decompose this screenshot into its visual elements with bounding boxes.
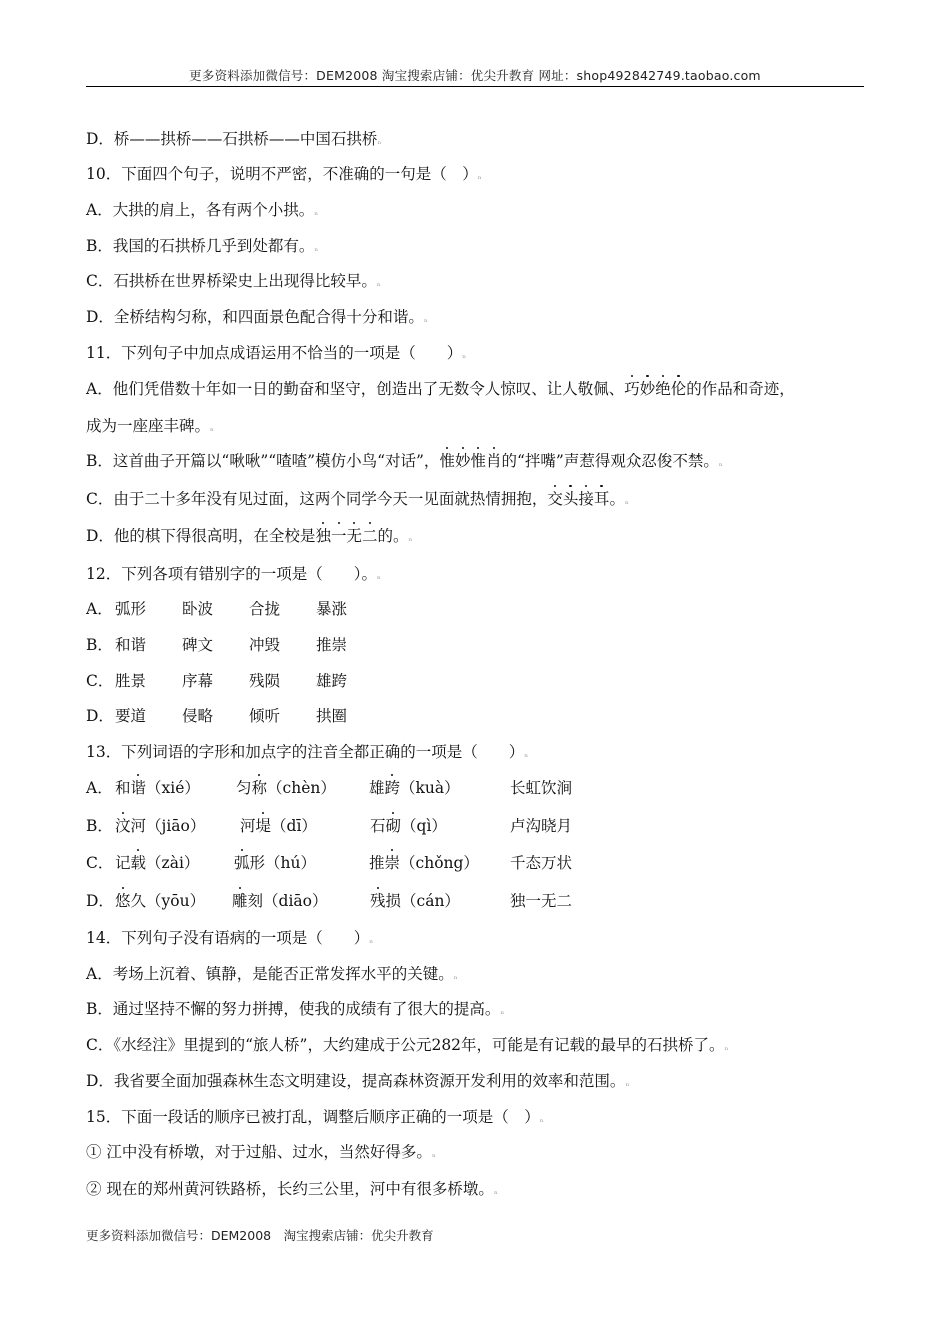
q10-option-d: D．全桥结构匀称，和四面景色配合得十分和谐。ₙ [86,308,428,326]
q12-option-c: C． 胜景 序幕 残陨 雄跨 [86,672,348,690]
q10-option-c: C．石拱桥在世界桥梁史上出现得比较早。ₙ [86,272,381,290]
q13-option-a: A． 和谐（xié） 匀称（chèn） 雄跨（kuà） 长虹饮涧 [86,779,573,797]
q14-title: 14．下列句子没有语病的一项是（ ）ₙ [86,929,374,947]
q13-option-b: B． 汶河（jiāo） 河堤（dī） 石砌（qì） 卢沟晓月 [86,817,573,835]
q15-item-1: ① 江中没有桥墩，对于过船、过水，当然好得多。ₙ [86,1143,436,1161]
q10-option-b: B．我国的石拱桥几乎到处都有。ₙ [86,237,319,255]
q11-option-a-cont: 成为一座座丰碑。ₙ [86,417,214,435]
q13-title: 13．下列词语的字形和加点字的注音全都正确的一项是（ ）ₙ [86,743,529,761]
q14-option-c: C．《水经注》里提到的“旅人桥”，大约建成于公元282年，可能是有记载的最早的石拱桥了。ₙ [86,1036,729,1054]
q10-title: 10．下面四个句子，说明不严密，不准确的一句是（ ）ₙ [86,165,482,183]
q10-option-a: A．大拱的肩上，各有两个小拱。ₙ [86,201,319,219]
q9-option-d: D．桥——拱桥——石拱桥——中国石拱桥ₙ [86,130,382,148]
q12-option-d: D． 要道 侵略 倾听 拱圈 [86,707,348,725]
q11-option-a: A．他们凭借数十年如一日的勤奋和坚守，创造出了无数令人惊叹、让人敬佩、巧妙绝伦的作品和奇迹， [86,380,795,398]
q14-option-d: D．我省要全面加强森林生态文明建设，提高森林资源开发利用的效率和范围。ₙ [86,1072,630,1090]
q14-option-b: B．通过坚持不懈的努力拼搏，使我的成绩有了很大的提高。ₙ [86,1000,505,1018]
q15-title: 15．下面一段话的顺序已被打乱，调整后顺序正确的一项是（ ）ₙ [86,1108,544,1126]
q11-option-b: B．这首曲子开篇以“啾啾”“喳喳”模仿小鸟“对话”，惟妙惟肖的“拌嘴”声惹得观众忍俊不禁。ₙ [86,452,723,470]
q15-item-2: ② 现在的郑州黄河铁路桥，长约三公里，河中有很多桥墩。ₙ [86,1180,498,1198]
q11-title: 11．下列句子中加点成语运用不恰当的一项是（ ）ₙ [86,344,467,362]
q14-option-a: A．考场上沉着、镇静，是能否正常发挥水平的关键。ₙ [86,965,458,983]
q13-option-c: C． 记载（zài） 弧形（hú） 推崇（chǒng） 千态万状 [86,854,573,872]
q11-option-c: C．由于二十多年没有见过面，这两个同学今天一见面就热情拥抱，交头接耳。ₙ [86,490,629,508]
page-header: 更多资料添加微信号：DEM2008 淘宝搜索店铺：优尖升教育 网址：shop492842749.taobao.com [189,68,761,83]
header-rule [86,86,864,87]
page-footer: 更多资料添加微信号：DEM2008 淘宝搜索店铺：优尖升教育 [86,1228,434,1243]
q12-option-a: A． 弧形 卧波 合拢 暴涨 [86,600,348,618]
q11-option-d: D．他的棋下得很高明，在全校是独一无二的。ₙ [86,527,413,545]
q13-option-d: D． 悠久（yōu） 雕刻（diāo） 残损（cán） 独一无二 [86,892,573,910]
q12-option-b: B． 和谐 碑文 冲毁 推崇 [86,636,348,654]
q12-title: 12．下列各项有错别字的一项是（ ）。ₙ [86,565,381,583]
